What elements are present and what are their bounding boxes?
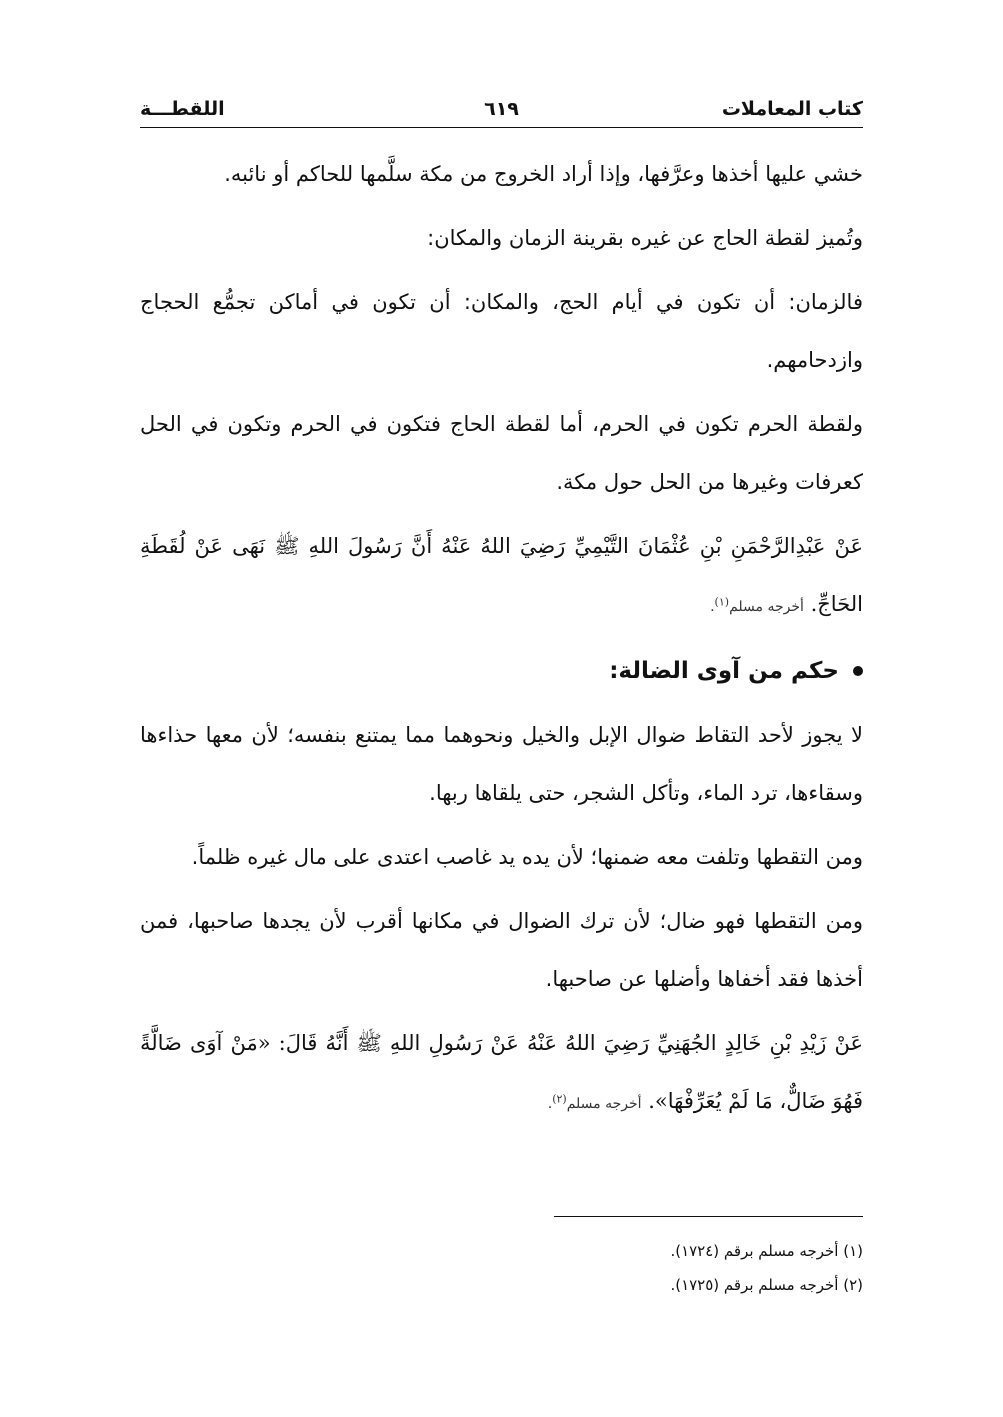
hadith-1-source: أخرجه مسلم$^{(١)}$. (710, 595, 804, 615)
footnote-ref-2: (٢) (552, 1092, 567, 1106)
paragraph-1: خشي عليها أخذها وعرَّفها، وإذا أراد الخروج من مكة سلَّمها للحاكم أو نائبه. (224, 162, 863, 186)
page-header (140, 98, 863, 128)
paragraph-2: وتُميز لقطة الحاج عن غيره بقرينة الزمان والمكان: (427, 226, 863, 250)
footnote-2: (٢) أخرجه مسلم برقم (١٧٢٥). (670, 1276, 863, 1294)
footnote-1: (١) أخرجه مسلم برقم (١٧٢٤). (670, 1242, 863, 1260)
paragraph-5: لا يجوز لأحد التقاط ضوال الإبل والخيل ونحوهما مما يمتنع بنفسه؛ لأن معها حذاءها وسقاءها، ترد الماء، وتأكل الشجر، حتى يلقاها ربها. (140, 723, 863, 805)
section-heading-text: حكم من آوى الضالة: (609, 658, 839, 684)
book-title: كتاب المعاملات (721, 98, 863, 120)
hadith-2-source: أخرجه مسلم$^{(٢)}$. (547, 1092, 642, 1112)
paragraph-3: فالزمان: أن تكون في أيام الحج، والمكان: أن تكون في أماكن تجمُّع الحجاج وازدحامهم. (140, 290, 863, 372)
hadith-1 (140, 517, 863, 636)
footnotes (140, 1234, 863, 1302)
footnote-divider (554, 1216, 863, 1217)
header-divider (140, 127, 863, 128)
page-body (140, 145, 863, 1139)
bullet-icon (853, 666, 863, 676)
page-number: ٦١٩ (484, 98, 519, 120)
hadith-1-text: عَنْ عَبْدِالرَّحْمَنِ بْنِ عُثْمَانَ التَّيْمِيِّ رَضِيَ اللهُ عَنْهُ أَنَّ رَسُولَ اللهِ ﷺ نَهَى عَنْ لُقَطَةِ الحَاجِّ. (140, 534, 863, 616)
chapter-title: اللقطـــة (140, 98, 225, 120)
footnote-ref-1: (١) (714, 595, 730, 609)
hadith-2-text: عَنْ زَيْدِ بْنِ خَالِدٍ الجُهَنِيِّ رَضِيَ اللهُ عَنْهُ عَنْ رَسُولِ اللهِ ﷺ أَنَّهُ قَالَ: «مَنْ آوَى ضَالَّةً فَهُوَ ضَالٌّ، مَا لَمْ يُعَرِّفْهَا». (140, 1031, 863, 1113)
hadith-2 (140, 1014, 863, 1133)
paragraph-7: ومن التقطها فهو ضال؛ لأن ترك الضوال في مكانها أقرب لأن يجدها صاحبها، فمن أخذها فقد أخفاها وأضلها عن صاحبها. (140, 909, 863, 991)
section-heading (140, 642, 863, 700)
paragraph-4: ولقطة الحرم تكون في الحرم، أما لقطة الحاج فتكون في الحرم وتكون في الحل كعرفات وغيرها من الحل حول مكة. (140, 412, 863, 494)
paragraph-6: ومن التقطها وتلفت معه ضمنها؛ لأن يده يد غاصب اعتدى على مال غيره ظلماً. (191, 845, 863, 869)
